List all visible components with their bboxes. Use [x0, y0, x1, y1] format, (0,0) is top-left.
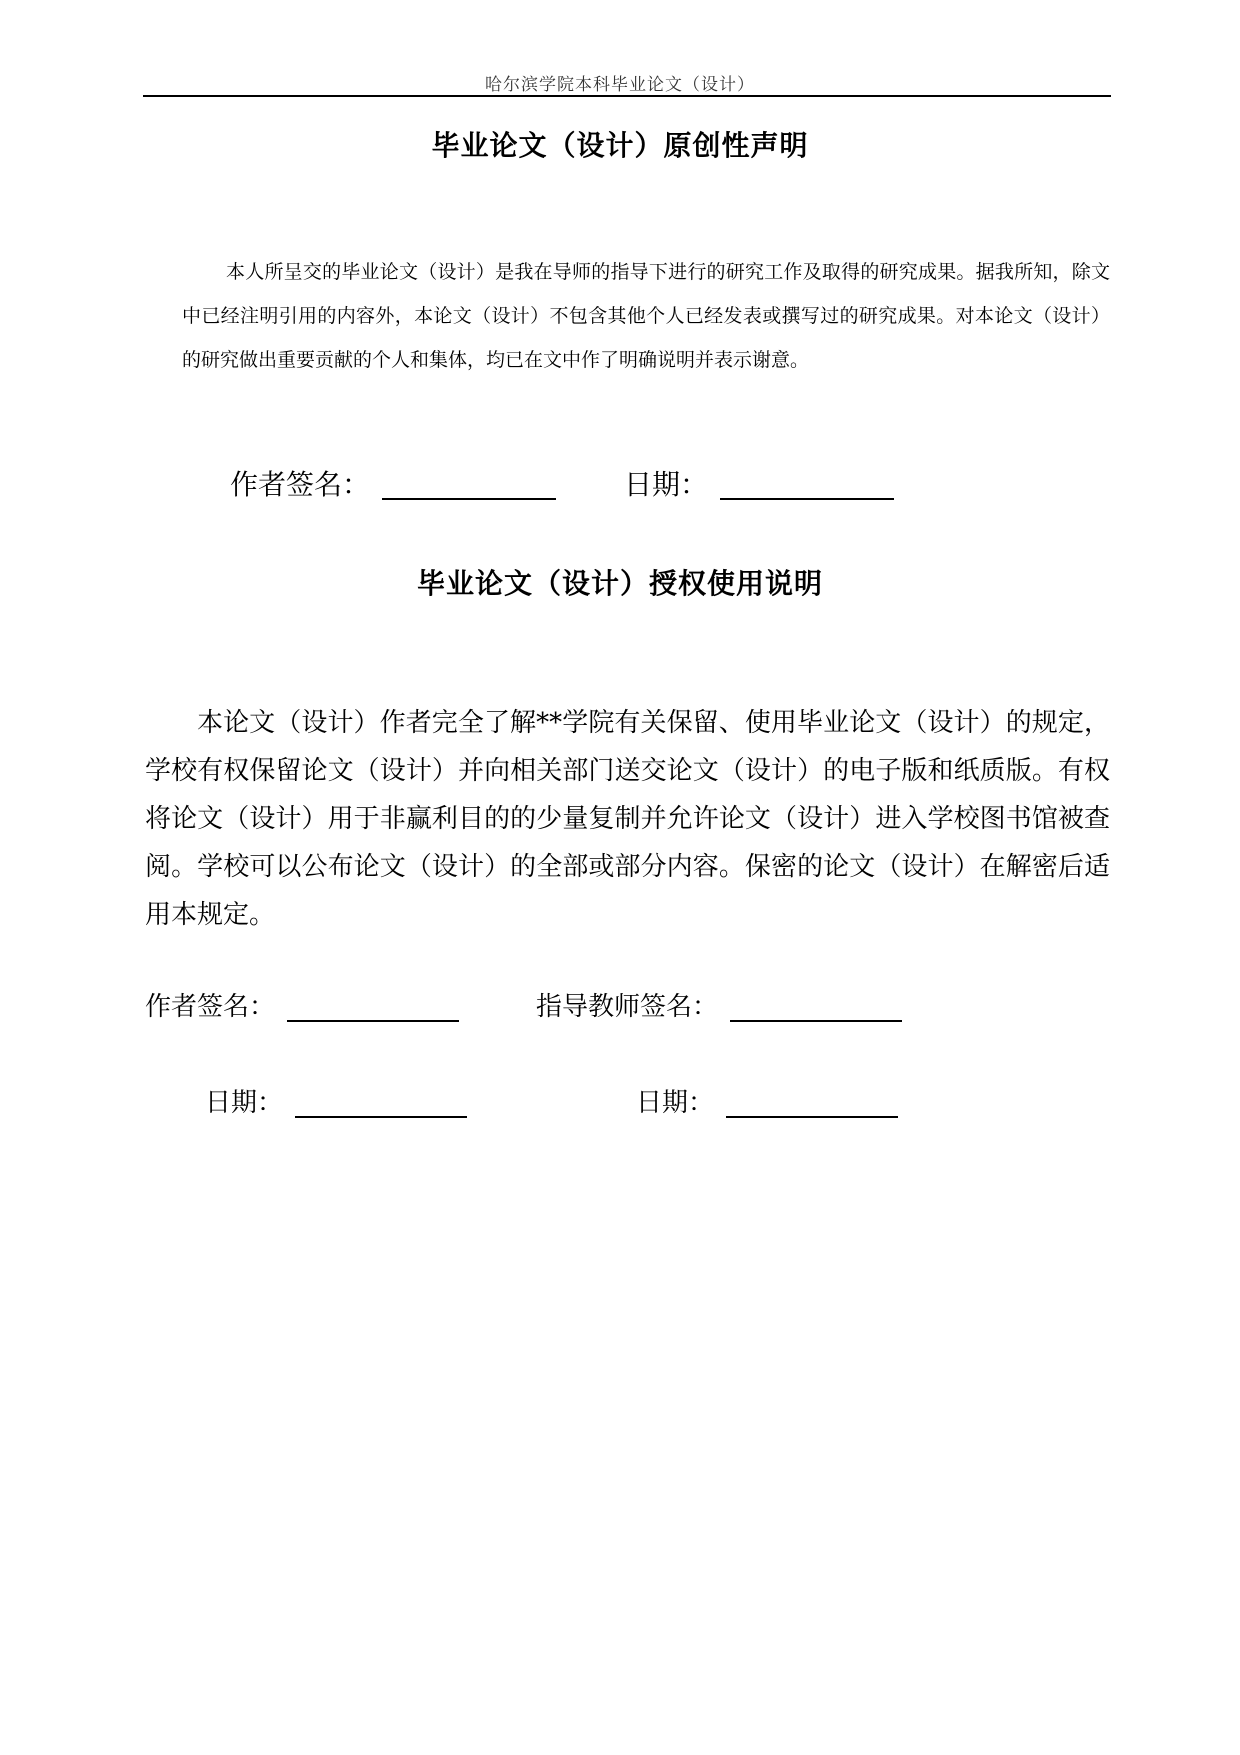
author-date-line[interactable] — [295, 1116, 467, 1118]
author-date — [205, 1086, 467, 1120]
author-date-label: 日期： — [205, 1088, 284, 1118]
advisor-date-line[interactable] — [726, 1116, 898, 1118]
advisor-date-label: 日期： — [636, 1088, 715, 1118]
originality-date — [624, 468, 894, 502]
authorization-author-signature — [145, 990, 459, 1024]
author-signature-label: 作者签名： — [230, 468, 371, 501]
authorization-statement: 本论文（设计）作者完全了解**学院有关保留、使用毕业论文（设计）的规定，学校有权保留论文（设计）并向相关部门送交论文（设计）的电子版和纸质版。有权将论文（设计）用于非赢利目的的少量复制并允许论文（设计）进入学校图书馆被查阅。学校可以公布论文（设计）的全部或部分内容。保密的论文（设计）在解密后适用本规定。 — [145, 708, 1110, 930]
author-signature-line[interactable] — [382, 498, 556, 500]
date-label: 日期： — [624, 468, 709, 501]
originality-title: 毕业论文（设计）原创性声明 — [431, 129, 809, 162]
originality-author-signature — [230, 468, 556, 502]
advisor-date — [636, 1086, 898, 1120]
originality-statement: 本人所呈交的毕业论文（设计）是我在导师的指导下进行的研究工作及取得的研究成果。据我所知，除文中已经注明引用的内容外，本论文（设计）不包含其他个人已经发表或撰写过的研究成果。对本论文（设计）的研究做出重要贡献的个人和集体，均已在文中作了明确说明并表示谢意。 — [182, 261, 1110, 371]
author-signature-label: 作者签名： — [145, 992, 276, 1022]
running-header: 哈尔滨学院本科毕业论文（设计） — [485, 75, 755, 95]
advisor-signature-line[interactable] — [730, 1020, 902, 1022]
date-line[interactable] — [720, 498, 894, 500]
authorization-title: 毕业论文（设计）授权使用说明 — [416, 567, 823, 600]
advisor-signature — [536, 990, 902, 1024]
author-signature-line[interactable] — [287, 1020, 459, 1022]
advisor-signature-label: 指导教师签名： — [536, 992, 719, 1022]
header-divider — [143, 95, 1111, 97]
